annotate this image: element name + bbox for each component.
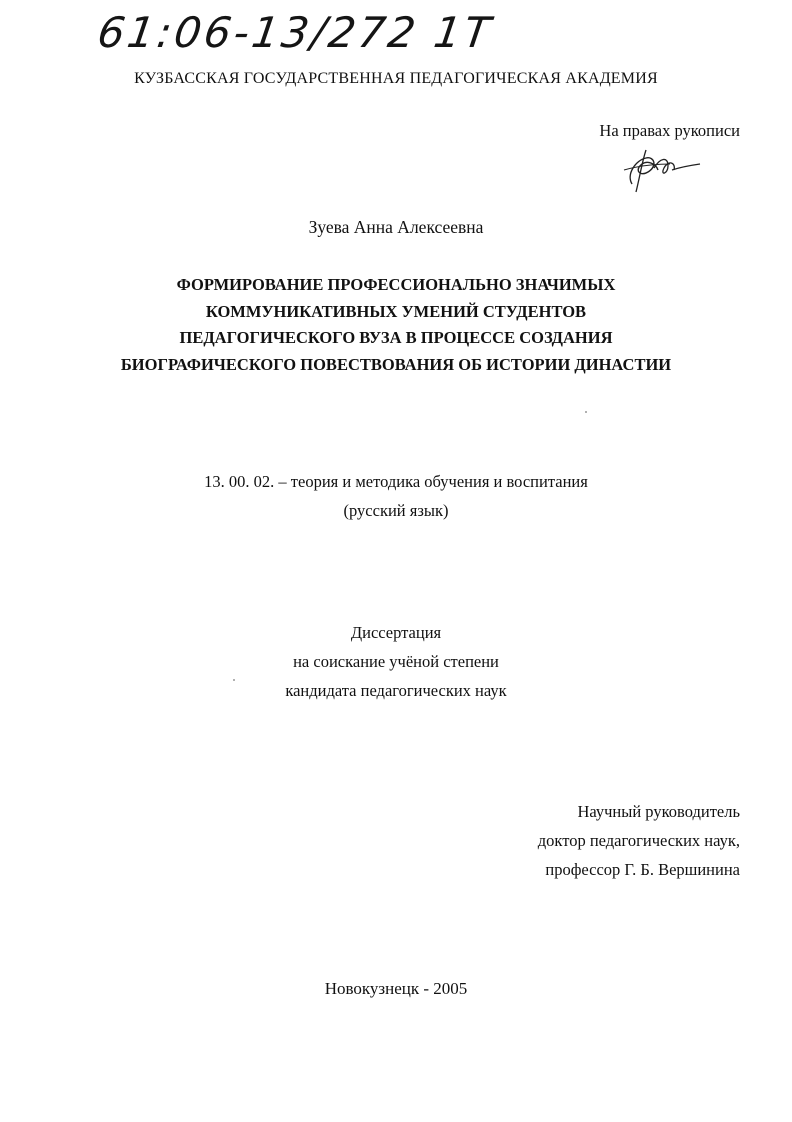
degree-line: Диссертация bbox=[350, 623, 442, 642]
scan-speck bbox=[585, 411, 587, 413]
title-line: ПЕДАГОГИЧЕСКОГО ВУЗА В ПРОЦЕССЕ СОЗДАНИЯ bbox=[179, 328, 613, 347]
archive-code: 61:06-13/272 1Т bbox=[94, 8, 497, 57]
scan-speck bbox=[233, 679, 235, 681]
supervisor-name: профессор Г. Б. Вершинина bbox=[545, 860, 740, 879]
title-line: ФОРМИРОВАНИЕ ПРОФЕССИОНАЛЬНО ЗНАЧИМЫХ bbox=[176, 275, 616, 294]
author-name: Зуева Анна Алексеевна bbox=[308, 217, 484, 237]
degree-block bbox=[0, 618, 792, 705]
supervisor-degree: доктор педагогических наук, bbox=[537, 831, 740, 850]
supervisor-block bbox=[538, 797, 740, 884]
specialty-code: 13. 00. 02. – теория и методика обучения и воспитания bbox=[204, 472, 588, 491]
specialty-block bbox=[0, 467, 792, 525]
institution-name: КУЗБАССКАЯ ГОСУДАРСТВЕННАЯ ПЕДАГОГИЧЕСКАЯ АКАДЕМИЯ bbox=[134, 70, 658, 87]
degree-line: кандидата педагогических наук bbox=[285, 681, 507, 700]
dissertation-title bbox=[0, 272, 792, 378]
degree-line: на соискание учёной степени bbox=[293, 652, 499, 671]
title-line: БИОГРАФИЧЕСКОГО ПОВЕСТВОВАНИЯ ОБ ИСТОРИИ ДИНАСТИИ bbox=[120, 354, 672, 374]
signature-icon bbox=[618, 140, 708, 196]
title-line: КОММУНИКАТИВНЫХ УМЕНИЙ СТУДЕНТОВ bbox=[205, 301, 587, 321]
manuscript-note: На правах рукописи bbox=[599, 121, 740, 140]
city-year: Новокузнецк - 2005 bbox=[324, 979, 468, 998]
specialty-subject: (русский язык) bbox=[343, 501, 449, 520]
supervisor-role: Научный руководитель bbox=[577, 802, 740, 821]
